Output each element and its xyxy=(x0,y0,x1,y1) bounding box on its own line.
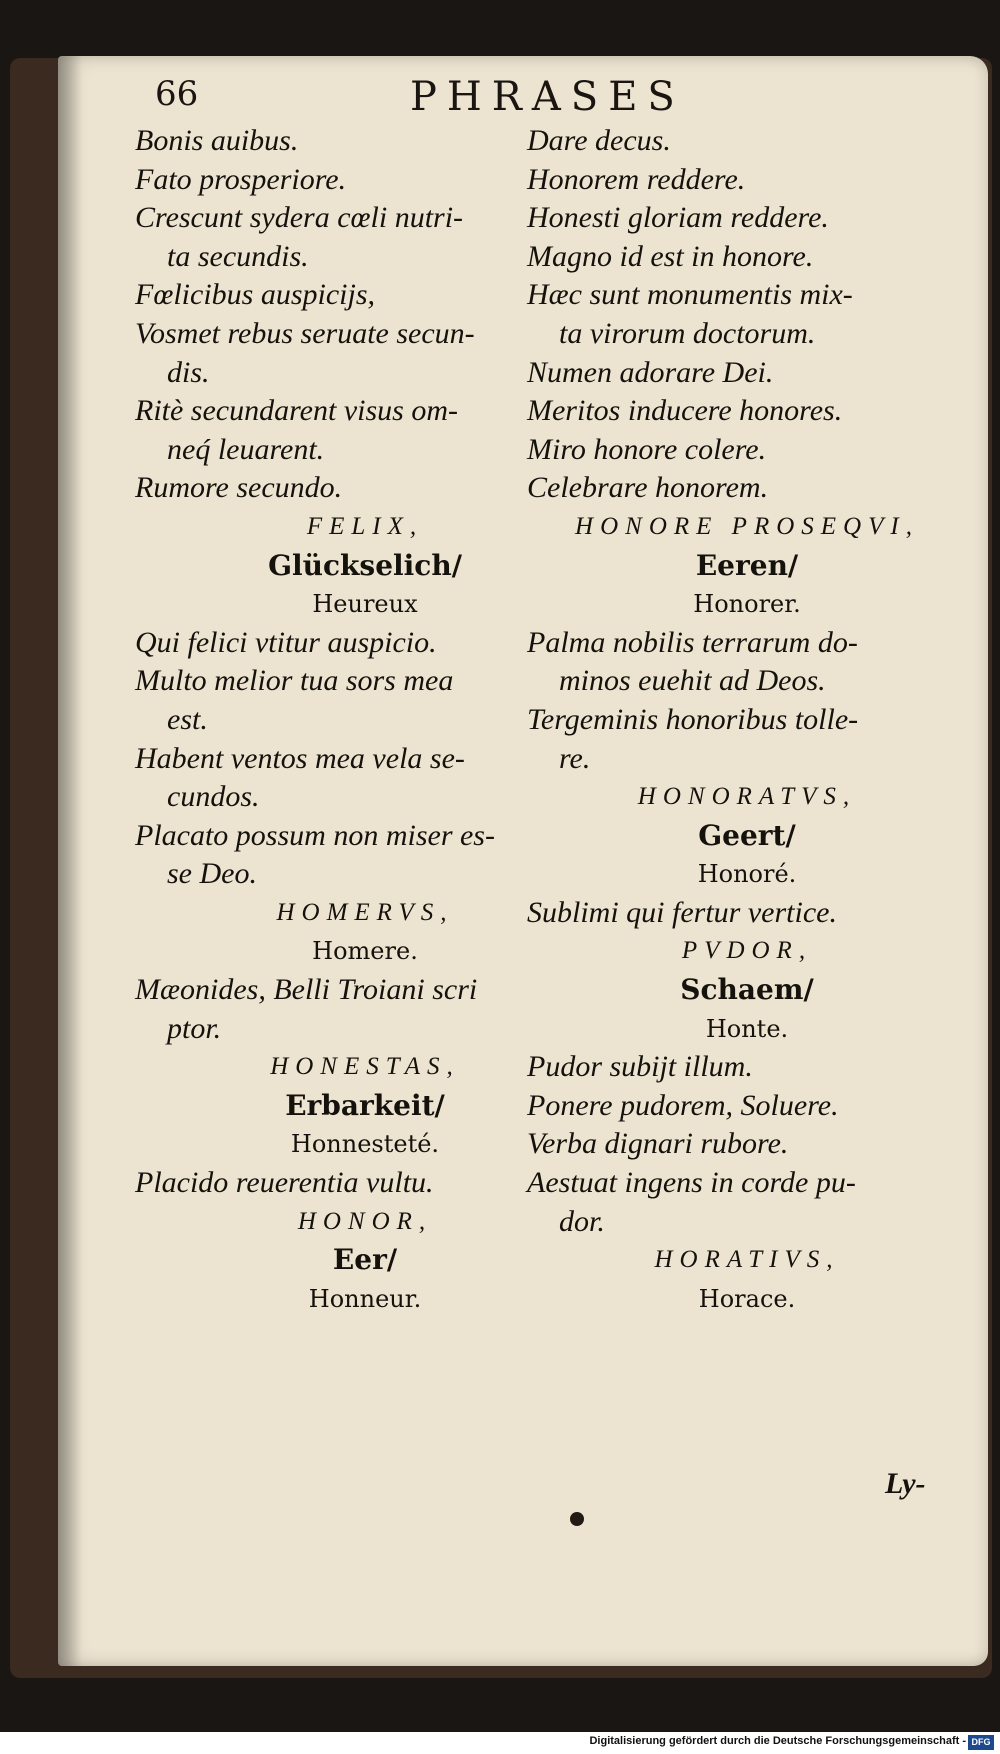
phrase-line: Vosmet rebus seruate secun- xyxy=(135,316,475,350)
french-translation: Honorer. xyxy=(693,590,801,619)
page-number: 66 xyxy=(155,74,199,114)
entry-heading: HOMERVS, xyxy=(276,898,454,926)
phrase-line: Magno id est in honore. xyxy=(527,239,814,273)
phrase-line: Habent ventos mea vela se- xyxy=(135,741,465,775)
entry-heading: HONORE PROSEQVI, xyxy=(575,512,919,540)
running-title: PHRASES xyxy=(410,74,685,120)
phrase-line: Placido reuerentia vultu. xyxy=(135,1166,434,1200)
phrase-line: Aestuat ingens in corde pu- xyxy=(527,1166,856,1200)
phrase-line: Bonis auibus. xyxy=(135,124,299,157)
phrase-line: minos euehit ad Deos. xyxy=(559,664,826,698)
german-translation: Eer/ xyxy=(332,1243,398,1277)
entry-heading: HONORATVS, xyxy=(637,783,857,811)
ink-dot xyxy=(570,1512,584,1526)
phrase-line: Rumore secundo. xyxy=(135,471,343,505)
french-translation: Horace. xyxy=(698,1284,796,1313)
phrase-line: Fato prosperiore. xyxy=(135,162,347,196)
phrase-line: Hæc sunt monumentis mix- xyxy=(527,278,853,312)
phrase-line: ptor. xyxy=(167,1011,222,1045)
phrase-line: Crescunt sydera cœli nutri- xyxy=(135,201,464,235)
phrase-line: dor. xyxy=(559,1204,605,1238)
left-column xyxy=(135,122,595,1318)
phrase-line: ta secundis. xyxy=(167,239,309,273)
footer-credit: Digitalisierung gefördert durch die Deutsche Forschungsgemeinschaft - xyxy=(589,1735,966,1747)
phrase-line: Ritè secundarent visus om- xyxy=(135,394,458,428)
footer-bar xyxy=(0,1732,1000,1754)
french-translation: Honneur. xyxy=(308,1284,422,1313)
french-translation: Homere. xyxy=(312,937,418,966)
german-translation: Geert/ xyxy=(698,818,796,852)
entry-heading: PVDOR, xyxy=(681,937,813,965)
dfg-logo: DFG xyxy=(968,1735,994,1750)
phrase-line: dis. xyxy=(167,355,210,389)
german-translation: Glückselich/ xyxy=(268,548,462,582)
phrase-line: Honesti gloriam reddere. xyxy=(527,201,829,235)
entry-heading: HORATIVS, xyxy=(654,1246,840,1274)
phrase-line: Sublimi qui fertur vertice. xyxy=(527,895,837,929)
phrase-line: Placato possum non miser es- xyxy=(135,818,495,852)
phrase-line: Ponere pudorem, Soluere. xyxy=(527,1088,839,1122)
entry-heading: FELIX, xyxy=(306,512,424,540)
page-gutter-shadow xyxy=(58,56,82,1666)
phrase-line: Palma nobilis terrarum do- xyxy=(527,625,858,659)
german-translation: Eeren/ xyxy=(695,548,799,582)
phrase-line: se Deo. xyxy=(167,857,257,891)
french-translation: Honoré. xyxy=(697,860,797,889)
phrase-line: Multo melior tua sors mea xyxy=(135,664,454,698)
german-translation: Erbarkeit/ xyxy=(285,1088,445,1122)
phrase-line: Fœlicibus auspicijs, xyxy=(135,278,375,312)
phrase-line: Dare decus. xyxy=(527,124,671,157)
phrase-line: Numen adorare Dei. xyxy=(527,355,774,389)
french-translation: Honnesteté. xyxy=(290,1130,440,1159)
phrase-line: Celebrare honorem. xyxy=(527,471,769,505)
phrase-line: Verba dignari rubore. xyxy=(527,1127,789,1161)
phrase-line: Meritos inducere honores. xyxy=(527,394,843,428)
entry-heading: HONESTAS, xyxy=(270,1053,460,1081)
phrase-line: re. xyxy=(559,741,591,775)
phrase-line: Miro honore colere. xyxy=(527,432,767,466)
phrase-line: Qui felici vtitur auspicio. xyxy=(135,625,437,659)
phrase-line: Mæonides, Belli Troiani scri xyxy=(135,973,478,1007)
phrase-line: Tergeminis honoribus tolle- xyxy=(527,702,859,736)
entry-heading: HONOR, xyxy=(297,1207,433,1235)
german-translation: Schaem/ xyxy=(680,973,814,1007)
phrase-line: ta virorum doctorum. xyxy=(559,316,816,350)
french-translation: Heureux xyxy=(312,590,418,619)
phrase-line: cundos. xyxy=(167,780,260,814)
phrase-line: neq́ leuarent. xyxy=(167,432,325,466)
french-translation: Honte. xyxy=(705,1014,789,1043)
right-column xyxy=(527,122,967,1318)
phrase-line: est. xyxy=(167,702,208,736)
phrase-line: Honorem reddere. xyxy=(527,162,746,196)
phrase-line: Pudor subijt illum. xyxy=(527,1050,753,1084)
catchword: Ly- xyxy=(885,1467,926,1500)
